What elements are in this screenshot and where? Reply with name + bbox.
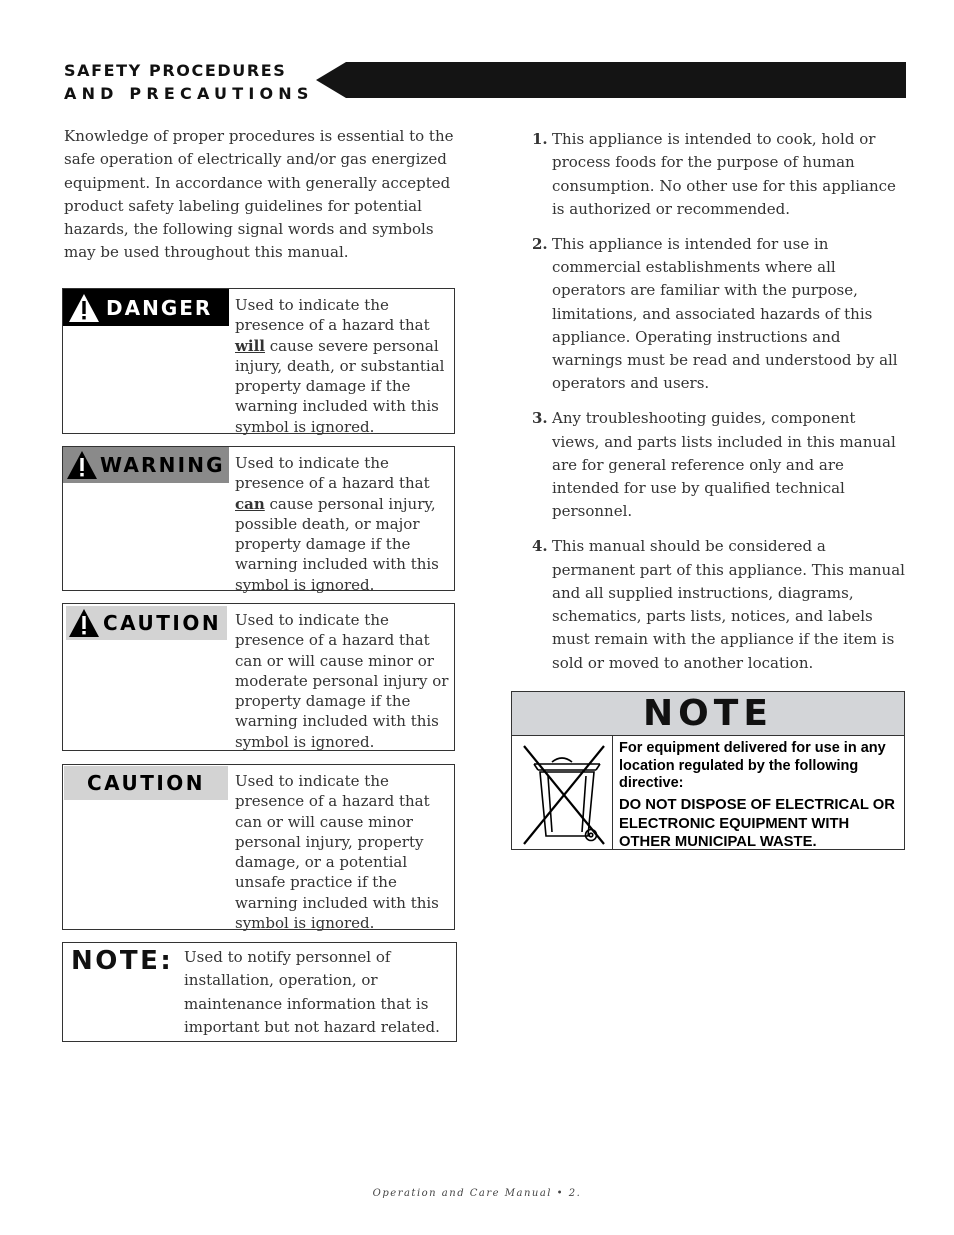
bin-cell — [512, 736, 613, 849]
note-description: Used to notify personnel of installation, operation, or maintenance information that is important but not hazard related. — [184, 948, 440, 1036]
caution-icon-box — [62, 603, 455, 751]
caution-label-text: CAUTION — [86, 771, 206, 795]
danger-emphasis: will — [235, 336, 266, 355]
list-item: 4. This manual should be considered a permanent part of this appliance. This manual and all supplied instructions, diagrams, schematics, parts lists, notices, and labels must remain with the appliance if the item is sold or moved to another location. — [532, 537, 905, 672]
note-label: NOTE: — [71, 946, 174, 976]
warning-triangle-icon — [68, 608, 100, 638]
caution-box — [62, 764, 455, 933]
list-item: 3. Any troubleshooting guides, component views, and parts lists included in this manual are for general reference only and are intended for use by qualified technical personnel. — [532, 409, 896, 521]
weee-note-body — [512, 736, 904, 849]
caution-icon-label-text: CAUTION — [103, 611, 222, 635]
warning-triangle-icon — [68, 293, 100, 323]
page-footer: Operation and Care Manual • 2. — [372, 1188, 582, 1199]
caution-description: Used to indicate the presence of a hazard that can or will cause minor personal injury, property damage, or a potential unsafe practice if the warning included with this symbol is ignored. — [235, 772, 439, 933]
list-item: 1. This appliance is intended to cook, hold or process foods for the purpose of human consumption. No other use for this appliance is authorized or recommended. — [532, 130, 896, 218]
caution-label — [64, 766, 228, 800]
weee-note-text-1: For equipment delivered for use in any location regulated by the following directive: — [619, 740, 886, 791]
weee-note-title: NOTE — [512, 692, 904, 736]
danger-label — [63, 289, 229, 326]
weee-note-box — [511, 691, 905, 850]
warning-label — [63, 447, 229, 483]
caution-icon-description: Used to indicate the presence of a hazard that can or will cause minor or moderate personal injury or property damage if the warning included with this symbol is ignored. — [235, 611, 449, 751]
danger-description: Used to indicate the presence of a hazard that will cause severe personal injury, death, or substantial property damage if the warning included with this symbol is ignored. — [235, 296, 445, 436]
intro-paragraph: Knowledge of proper procedures is essential to the safe operation of electrically and/or gas energized equipment. In accordance with generally accepted product safety labeling guidelines for potential hazards, the following signal words and symbols may be used throughout this manual. — [64, 127, 454, 262]
weee-note-text-2: DO NOT DISPOSE OF ELECTRICAL OR ELECTRONIC EQUIPMENT WITH OTHER MUNICIPAL WASTE. — [619, 797, 895, 850]
warning-emphasis: can — [235, 494, 265, 513]
page-title — [64, 59, 314, 105]
crossed-out-wheelie-bin-icon — [512, 736, 612, 848]
note-box-small — [62, 942, 457, 1042]
danger-label-text: DANGER — [106, 295, 213, 320]
warning-box — [62, 446, 455, 594]
caution-icon-label — [66, 606, 227, 640]
warning-description: Used to indicate the presence of a hazard that can cause personal injury, possible death, or major property damage if the warning included with this symbol is ignored. — [235, 454, 439, 594]
header-bar — [316, 62, 906, 98]
warning-triangle-icon — [66, 450, 98, 480]
list-item: 2. This appliance is intended for use in commercial establishments where all operators are familiar with the purpose, limitations, and associated hazards of this appliance. Operating instructions and warnings must be read and understood by all operators and users. — [532, 234, 898, 393]
danger-box — [62, 288, 455, 434]
page-title-line1: SAFETY PROCEDURES — [64, 61, 287, 80]
warning-label-text: WARNING — [100, 453, 225, 477]
page-title-line2: AND PRECAUTIONS — [64, 84, 314, 103]
numbered-list — [532, 128, 907, 687]
